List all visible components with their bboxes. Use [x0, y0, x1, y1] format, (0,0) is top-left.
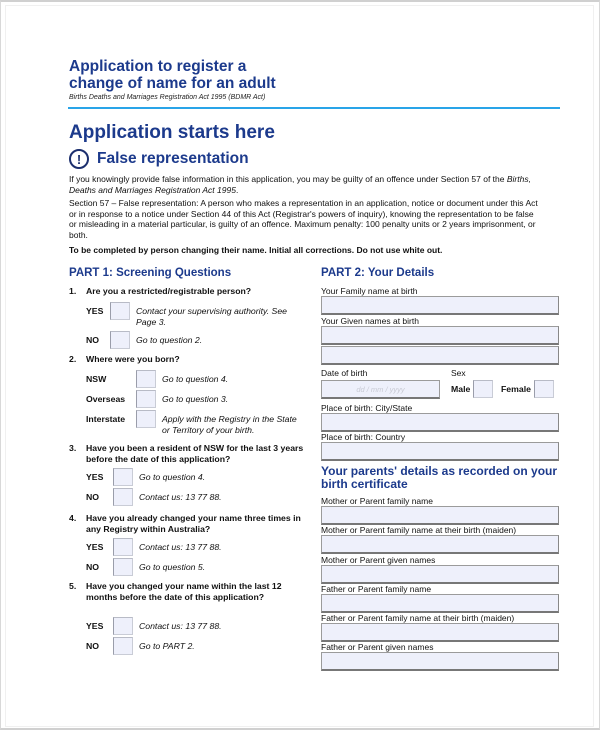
document-subtitle: Births Deaths and Marriages Registration Act 1995 (BDMR Act) [69, 94, 266, 101]
q2-interstate-checkbox[interactable] [136, 410, 156, 428]
question-1 [69, 286, 314, 297]
q3-yes-option [86, 468, 205, 486]
option-label: Interstate [86, 414, 126, 424]
mother-family-name-label: Mother or Parent family name [321, 496, 433, 506]
option-note: Contact us: 13 77 88. [139, 542, 222, 552]
q4-yes-option [86, 538, 222, 556]
option-note: Go to question 4. [139, 472, 206, 482]
option-note: Apply with the Registry in the State or Territory of your birth. [162, 414, 297, 435]
option-label: NO [86, 562, 100, 572]
father-given-names-input[interactable] [321, 652, 559, 671]
exclamation-circle-icon: ! [69, 149, 89, 169]
q4-no-checkbox[interactable] [113, 558, 133, 576]
given-names-label: Your Given names at birth [321, 316, 419, 326]
q5-yes-checkbox[interactable] [113, 617, 133, 635]
question-text: Where were you born? [86, 354, 180, 364]
country-input[interactable] [321, 442, 559, 461]
question-5 [69, 581, 314, 602]
father-family-name-input[interactable] [321, 594, 559, 613]
question-2 [69, 354, 314, 365]
q2-nsw-checkbox[interactable] [136, 370, 156, 388]
q1-yes-checkbox[interactable] [110, 302, 130, 320]
section-heading: Application starts here [69, 122, 275, 143]
parents-details-heading: Your parents' details as recorded on your birth certificate [321, 464, 558, 491]
q4-no-option [86, 558, 205, 576]
male-label: Male [451, 384, 471, 394]
false-representation-heading [69, 149, 249, 169]
option-label: NO [86, 641, 100, 651]
question-number: 4. [69, 513, 77, 523]
option-note: Contact us: 13 77 88. [139, 621, 222, 631]
q5-no-option [86, 637, 195, 655]
option-note: Contact your supervising authority. See Page 3. [136, 306, 287, 327]
document-title [69, 58, 469, 92]
mother-family-name-input[interactable] [321, 506, 559, 525]
mother-maiden-name-input[interactable] [321, 535, 559, 554]
q4-yes-checkbox[interactable] [113, 538, 133, 556]
option-label: YES [86, 306, 104, 316]
q2-interstate-option [86, 410, 306, 435]
question-number: 5. [69, 581, 77, 591]
question-number: 2. [69, 354, 77, 364]
q3-no-checkbox[interactable] [113, 488, 133, 506]
family-name-label: Your Family name at birth [321, 286, 418, 296]
part1-title: PART 1: Screening Questions [69, 267, 232, 279]
q5-no-checkbox[interactable] [113, 637, 133, 655]
father-maiden-name-label: Father or Parent family name at their birth (maiden) [321, 613, 515, 623]
given-names-input-2[interactable] [321, 346, 559, 365]
mother-given-names-input[interactable] [321, 565, 559, 584]
q2-nsw-option [86, 370, 228, 388]
option-note: Go to question 3. [162, 394, 229, 404]
option-label: NO [86, 492, 100, 502]
option-note: Go to question 5. [139, 562, 206, 572]
mother-maiden-name-label: Mother or Parent family name at their birth (maiden) [321, 525, 517, 535]
father-maiden-name-input[interactable] [321, 623, 559, 642]
warning-text-end: . [235, 184, 239, 195]
option-label: YES [86, 542, 104, 552]
option-note: Contact us: 13 77 88. [139, 492, 222, 502]
option-note: Go to question 2. [136, 335, 203, 345]
q5-yes-option [86, 617, 222, 635]
question-number: 3. [69, 443, 77, 453]
q3-no-option [86, 488, 222, 506]
question-4 [69, 513, 314, 534]
act-name: Births, Deaths and Marriages Registration Act 1995 [69, 174, 531, 195]
question-text: Have you already changed your name three times in any Registry within Australia? [86, 513, 301, 534]
city-state-input[interactable] [321, 413, 559, 432]
female-label: Female [501, 384, 531, 394]
title-line-1: Application to register a [69, 58, 247, 75]
family-name-input[interactable] [321, 296, 559, 315]
father-given-names-label: Father or Parent given names [321, 642, 434, 652]
country-label: Place of birth: Country [321, 432, 406, 442]
question-text: Are you a restricted/registrable person? [86, 286, 252, 296]
title-line-2: change of name for an adult [69, 75, 276, 92]
option-label: YES [86, 621, 104, 631]
question-3 [69, 443, 314, 464]
given-names-input-1[interactable] [321, 326, 559, 345]
option-label: YES [86, 472, 104, 482]
question-number: 1. [69, 286, 77, 296]
instruction-note: To be completed by person changing their name. Initial all corrections. Do not use white out. [69, 245, 443, 255]
option-note: Go to question 4. [162, 374, 229, 384]
q2-overseas-checkbox[interactable] [136, 390, 156, 408]
q1-no-option [86, 331, 202, 349]
option-label: NSW [86, 374, 107, 384]
warning-title: False representation [97, 150, 249, 167]
female-checkbox[interactable] [534, 380, 554, 398]
male-checkbox[interactable] [473, 380, 493, 398]
q1-no-checkbox[interactable] [110, 331, 130, 349]
question-text: Have you been a resident of NSW for the last 3 years before the date of this application? [86, 443, 304, 464]
dob-input[interactable]: dd / mm / yyyy [321, 380, 440, 399]
city-state-label: Place of birth: City/State [321, 403, 413, 413]
sex-female-option [501, 380, 554, 398]
warning-text: If you knowingly provide false information in this application, you may be guilty of an offence under Section 57 of the [69, 174, 507, 184]
dob-label: Date of birth [321, 368, 368, 378]
part2-title: PART 2: Your Details [321, 267, 435, 279]
sex-label: Sex [451, 368, 466, 378]
q1-yes-option [86, 302, 300, 327]
mother-given-names-label: Mother or Parent given names [321, 555, 436, 565]
section-57-paragraph: Section 57 – False representation: A person who makes a representation in an application, notice or document under this Act or in response to a notice under Section 44 of this Act (Registrar's powers of inquiry), knowing the representation to be false or misleading in a material particular, is guilty of an offence. Maximum penalty: 100 penalty units or 2 years imprisonment, or both. [69, 198, 538, 240]
warning-paragraph [69, 174, 539, 195]
father-family-name-label: Father or Parent family name [321, 584, 432, 594]
option-label: NO [86, 335, 100, 345]
question-text: Have you changed your name within the last 12 months before the date of this application? [86, 581, 282, 602]
q2-overseas-option [86, 390, 228, 408]
q3-yes-checkbox[interactable] [113, 468, 133, 486]
header-divider [68, 107, 560, 109]
option-note: Go to PART 2. [139, 641, 195, 651]
option-label: Overseas [86, 394, 126, 404]
sex-male-option [451, 380, 493, 398]
